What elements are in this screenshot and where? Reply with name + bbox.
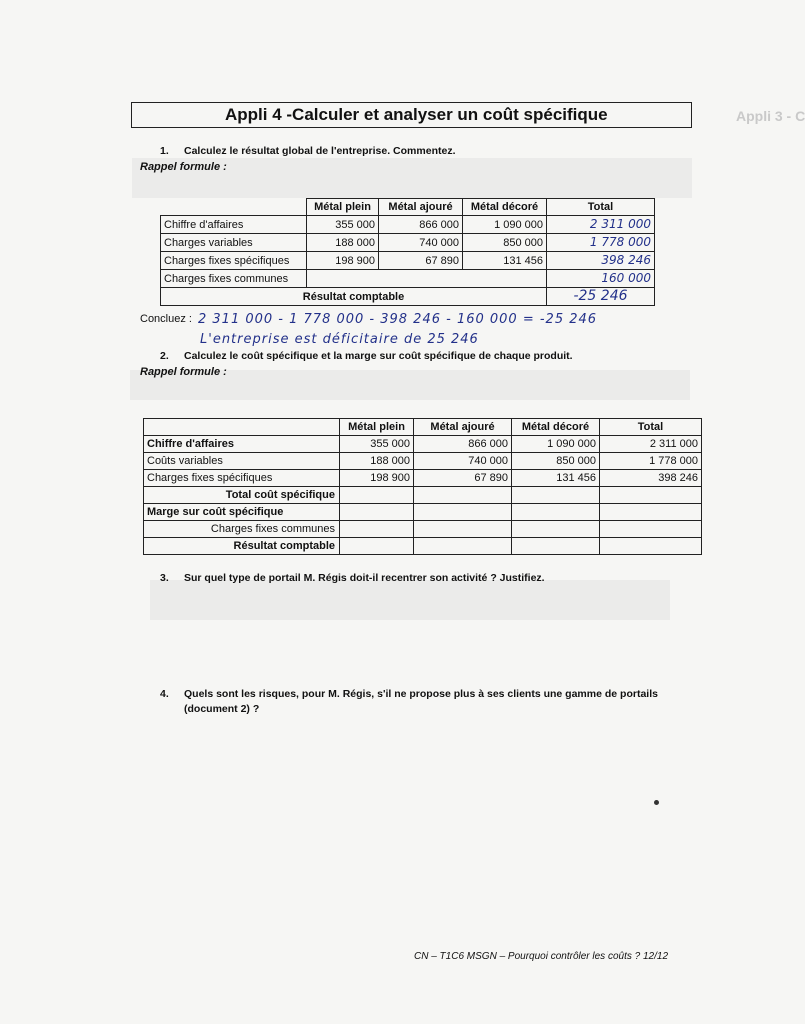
question-1 bbox=[160, 145, 456, 157]
table-row bbox=[144, 436, 702, 453]
table-corner bbox=[144, 419, 340, 436]
table-cell: 131 456 bbox=[512, 470, 600, 487]
table-row bbox=[144, 538, 702, 555]
table-cell: 188 000 bbox=[340, 453, 414, 470]
question-number: 1. bbox=[160, 145, 169, 157]
handwritten-value: 398 246 bbox=[601, 253, 651, 267]
empty-cell bbox=[340, 521, 414, 538]
column-header: Métal ajouré bbox=[414, 419, 512, 436]
table-row bbox=[161, 234, 655, 252]
empty-cell bbox=[414, 521, 512, 538]
table-cell: 866 000 bbox=[414, 436, 512, 453]
row-label: Coûts variables bbox=[144, 453, 340, 470]
question-3 bbox=[160, 572, 545, 584]
empty-cell bbox=[340, 538, 414, 555]
bleed-through-band bbox=[150, 580, 670, 620]
empty-cell bbox=[340, 504, 414, 521]
question-4 bbox=[160, 688, 658, 700]
table-cell: 866 000 bbox=[379, 216, 463, 234]
empty-cell bbox=[600, 521, 702, 538]
question-number: 4. bbox=[160, 688, 169, 700]
row-label: Chiffre d'affaires bbox=[144, 436, 340, 453]
table-cell: 850 000 bbox=[512, 453, 600, 470]
table-cell: 2 311 000 bbox=[600, 436, 702, 453]
question-number: 3. bbox=[160, 572, 169, 584]
question-2 bbox=[160, 350, 573, 362]
question-text: Calculez le coût spécifique et la marge sur coût spécifique de chaque produit. bbox=[184, 350, 573, 362]
row-label: Charges fixes communes bbox=[161, 270, 307, 288]
handwritten-value: 1 778 000 bbox=[589, 235, 651, 249]
column-header: Total bbox=[547, 199, 655, 216]
result-label: Résultat comptable bbox=[161, 288, 547, 306]
handwritten-value: 2 311 000 bbox=[589, 217, 651, 231]
handwritten-total bbox=[547, 234, 655, 252]
handwritten-value: 160 000 bbox=[601, 271, 651, 285]
table-cell: 398 246 bbox=[600, 470, 702, 487]
question-text: Quels sont les risques, pour M. Régis, s'il ne propose plus à ses clients une gamme de portails bbox=[184, 688, 658, 700]
empty-cell bbox=[414, 487, 512, 504]
empty-cell bbox=[600, 487, 702, 504]
result-table bbox=[160, 198, 655, 306]
table-cell: 355 000 bbox=[307, 216, 379, 234]
table-cell: 198 900 bbox=[340, 470, 414, 487]
table-row bbox=[144, 487, 702, 504]
table-cell: 850 000 bbox=[463, 234, 547, 252]
merged-cell bbox=[307, 270, 547, 288]
row-label: Total coût spécifique bbox=[144, 487, 340, 504]
handwritten-calculation: 2 311 000 - 1 778 000 - 398 246 - 160 000 = -25 246 bbox=[198, 312, 598, 327]
question-text: Calculez le résultat global de l'entreprise. Commentez. bbox=[184, 145, 456, 157]
column-header: Métal décoré bbox=[463, 199, 547, 216]
table-row bbox=[144, 521, 702, 538]
table-cell: 67 890 bbox=[379, 252, 463, 270]
table-row bbox=[144, 504, 702, 521]
empty-cell bbox=[512, 487, 600, 504]
conclusion-label: Concluez : bbox=[140, 313, 192, 325]
empty-cell bbox=[512, 504, 600, 521]
empty-cell bbox=[414, 504, 512, 521]
question-number: 2. bbox=[160, 350, 169, 362]
page-title: Appli 4 -Calculer et analyser un coût spécifique bbox=[225, 105, 608, 124]
handwritten-value: -25 246 bbox=[573, 288, 628, 304]
row-label: Résultat comptable bbox=[144, 538, 340, 555]
table-cell: 188 000 bbox=[307, 234, 379, 252]
table-row bbox=[161, 216, 655, 234]
title-box bbox=[131, 102, 805, 128]
row-label: Charges fixes spécifiques bbox=[161, 252, 307, 270]
column-header: Métal ajouré bbox=[379, 199, 463, 216]
page-footer: CN – T1C6 MSGN – Pourquoi contrôler les coûts ? 12/12 bbox=[414, 951, 669, 962]
column-header: Total bbox=[600, 419, 702, 436]
table-cell: 1 090 000 bbox=[463, 216, 547, 234]
table-row bbox=[144, 453, 702, 470]
bleed-title: Appli 3 - C bbox=[736, 108, 805, 124]
handwritten-total bbox=[547, 216, 655, 234]
table-header-row bbox=[161, 199, 655, 216]
question-4-continued: (document 2) ? bbox=[184, 703, 260, 715]
table-cell: 740 000 bbox=[379, 234, 463, 252]
empty-cell bbox=[512, 521, 600, 538]
table-row bbox=[161, 252, 655, 270]
row-label: Marge sur coût spécifique bbox=[144, 504, 340, 521]
empty-cell bbox=[600, 504, 702, 521]
rappel-formule-2: Rappel formule : bbox=[140, 366, 227, 378]
handwritten-result bbox=[547, 288, 655, 306]
table-cell: 740 000 bbox=[414, 453, 512, 470]
question-text: Sur quel type de portail M. Régis doit-il recentrer son activité ? Justifiez. bbox=[184, 572, 545, 584]
table-cell: 355 000 bbox=[340, 436, 414, 453]
table-row bbox=[144, 470, 702, 487]
table-cell: 1 778 000 bbox=[600, 453, 702, 470]
handwritten-conclusion: L'entreprise est déficitaire de 25 246 bbox=[200, 332, 479, 347]
empty-cell bbox=[600, 538, 702, 555]
table-corner bbox=[161, 199, 307, 216]
table-cell: 67 890 bbox=[414, 470, 512, 487]
empty-cell bbox=[414, 538, 512, 555]
table-row bbox=[161, 270, 655, 288]
empty-cell bbox=[340, 487, 414, 504]
handwritten-total bbox=[547, 270, 655, 288]
table-result-row bbox=[161, 288, 655, 306]
row-label: Charges fixes spécifiques bbox=[144, 470, 340, 487]
table-cell: 198 900 bbox=[307, 252, 379, 270]
row-label: Charges fixes communes bbox=[144, 521, 340, 538]
table-header-row bbox=[144, 419, 702, 436]
column-header: Métal plein bbox=[307, 199, 379, 216]
row-label: Chiffre d'affaires bbox=[161, 216, 307, 234]
rappel-formule-1: Rappel formule : bbox=[140, 161, 227, 173]
table-cell: 1 090 000 bbox=[512, 436, 600, 453]
empty-cell bbox=[512, 538, 600, 555]
handwritten-total bbox=[547, 252, 655, 270]
row-label: Charges variables bbox=[161, 234, 307, 252]
table-cell: 131 456 bbox=[463, 252, 547, 270]
column-header: Métal décoré bbox=[512, 419, 600, 436]
ink-dot bbox=[654, 800, 659, 805]
specific-cost-table bbox=[143, 418, 702, 555]
column-header: Métal plein bbox=[340, 419, 414, 436]
